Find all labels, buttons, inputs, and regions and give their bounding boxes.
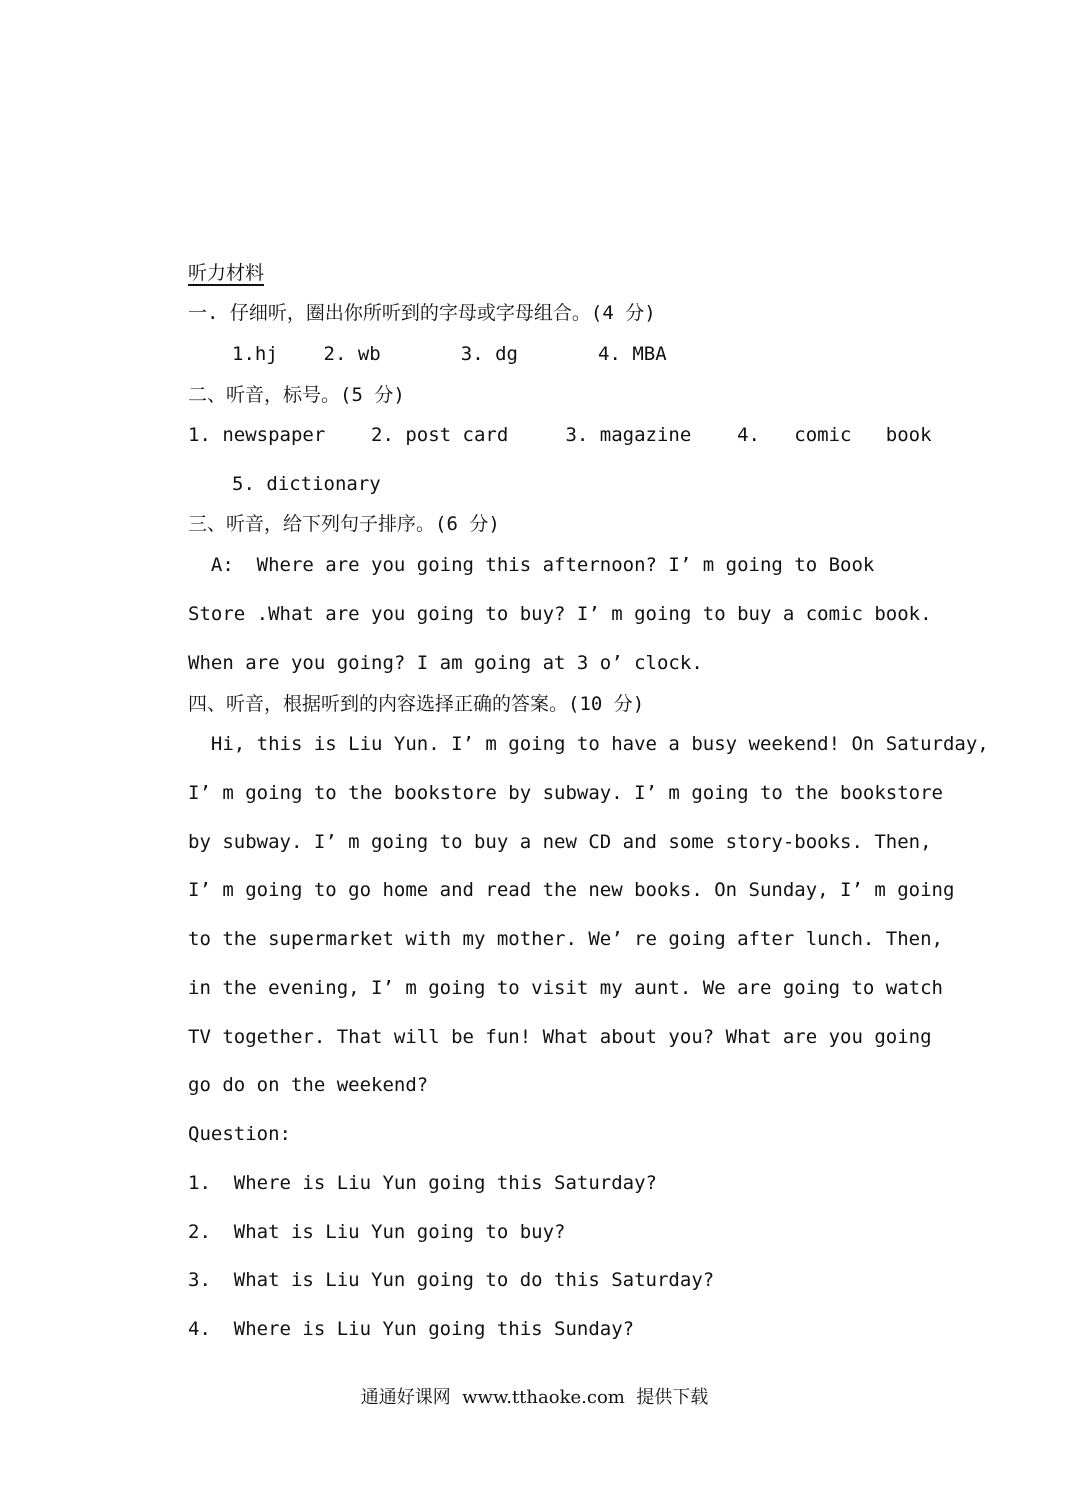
section1-heading: 一. 仔细听，圈出你所听到的字母或字母组合。(4 分) — [188, 302, 656, 324]
footer-source-note: 通通好课网 www.tthaoke.com 提供下载 — [360, 1387, 709, 1408]
passage-line: I’ m going to the bookstore by subway. I’ m going to the bookstore — [188, 782, 943, 804]
passage-line: to the supermarket with my mother. We’ re going after lunch. Then, — [188, 928, 943, 950]
section3-line: A: Where are you going this afternoon? I’ m going to Book — [188, 554, 875, 576]
section3-line: Store .What are you going to buy? I’ m going to buy a comic book. — [188, 603, 932, 625]
passage-line: I’ m going to go home and read the new books. On Sunday, I’ m going — [188, 879, 955, 901]
passage-line: TV together. That will be fun! What about you? What are you going — [188, 1026, 932, 1048]
question-item: 3. What is Liu Yun going to do this Saturday? — [188, 1269, 715, 1291]
section1-items: 1.hj 2. wb 3. dg 4. MBA — [232, 343, 667, 365]
section4-heading: 四、听音，根据听到的内容选择正确的答案。(10 分) — [188, 693, 645, 715]
passage-line: by subway. I’ m going to buy a new CD and some story-books. Then, — [188, 831, 932, 853]
passage-line: in the evening, I’ m going to visit my aunt. We are going to watch — [188, 977, 943, 999]
passage-line: Hi, this is Liu Yun. I’ m going to have a busy weekend! On Saturday, — [188, 733, 989, 755]
section2-items-line1: 1. newspaper 2. post card 3. magazine 4. comic book — [188, 424, 932, 446]
question-item: 1. Where is Liu Yun going this Saturday? — [188, 1172, 657, 1194]
section3-line: When are you going? I am going at 3 o’ clock. — [188, 652, 703, 674]
document-title: 听力材料 — [188, 262, 265, 284]
question-label: Question: — [188, 1123, 291, 1145]
section2-heading: 二、听音，标号。(5 分) — [188, 384, 405, 406]
question-item: 2. What is Liu Yun going to buy? — [188, 1221, 566, 1243]
passage-line: go do on the weekend? — [188, 1074, 429, 1096]
section3-heading: 三、听音，给下列句子排序。(6 分) — [188, 513, 500, 535]
section2-items-line2: 5. dictionary — [232, 473, 381, 495]
question-item: 4. Where is Liu Yun going this Sunday? — [188, 1318, 635, 1340]
